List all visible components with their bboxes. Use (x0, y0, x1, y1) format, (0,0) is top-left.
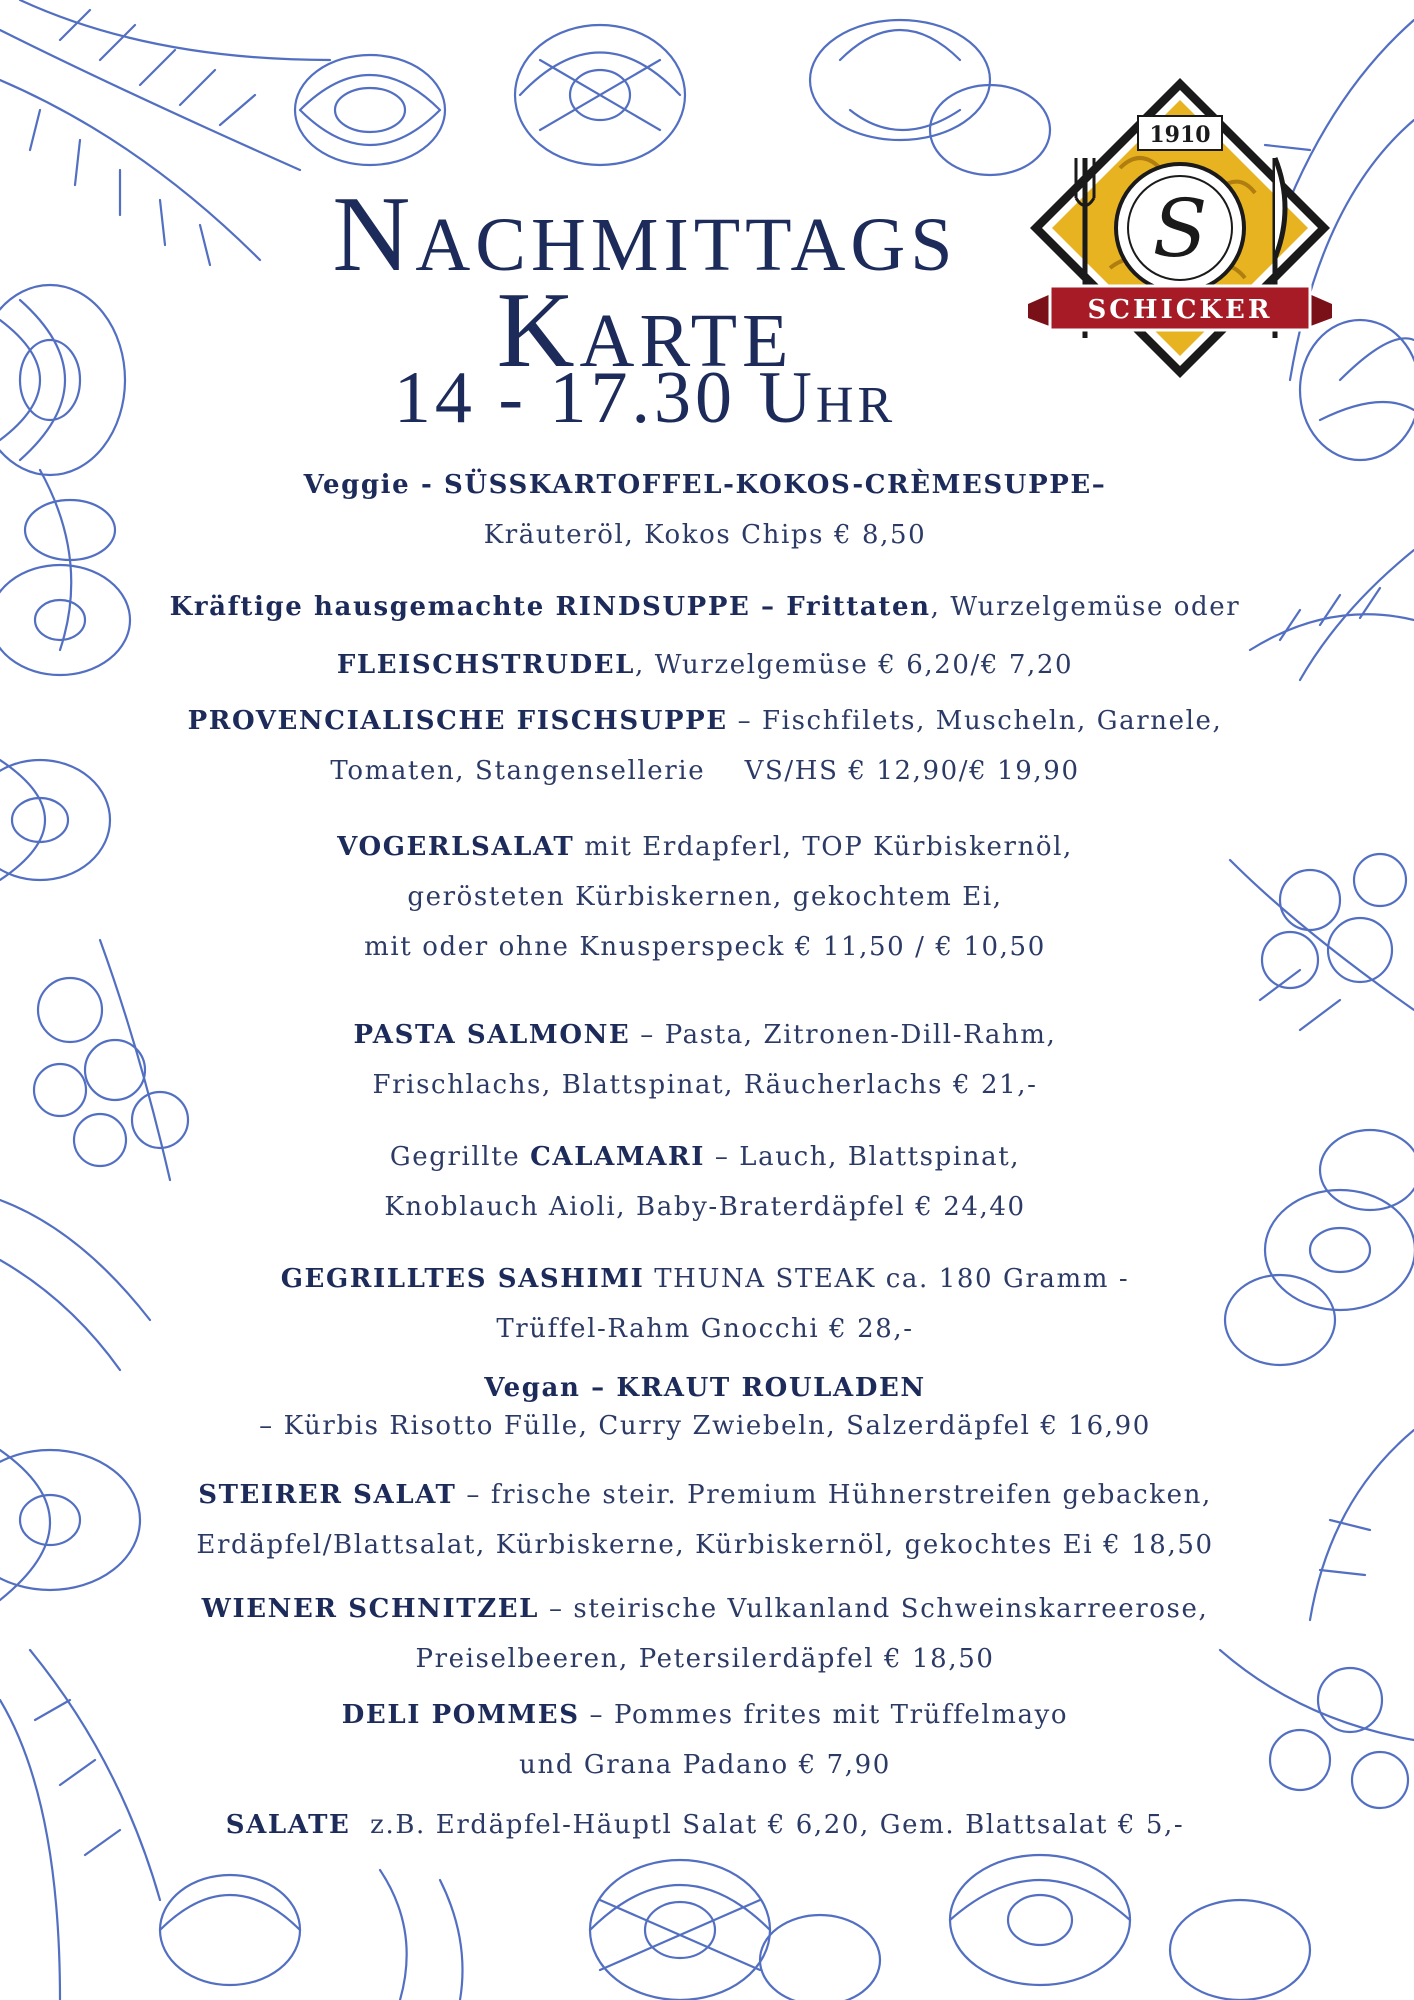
schicker-logo (1020, 68, 1340, 388)
menu-item-line (150, 1470, 1260, 1520)
dish-name: FLEISCHSTRUDEL (336, 650, 636, 680)
menu-item-deli-pommes (150, 1690, 1260, 1790)
menu-item-sashimi (150, 1254, 1260, 1354)
dish-description: – Kürbis Risotto Fülle, Curry Zwiebeln, Salzerdäpfel € 16,90 (259, 1411, 1151, 1441)
menu-item-line (150, 922, 1260, 972)
menu-item-line (150, 696, 1260, 746)
menu-item-line (150, 460, 1260, 510)
dish-name: Veggie - SÜSSKARTOFFEL-KOKOS-CRÈMESUPPE– (303, 470, 1107, 500)
dish-name: SALATE (225, 1810, 351, 1840)
menu-item-line (150, 1370, 1260, 1406)
dish-description: Erdäpfel/Blattsalat, Kürbiskerne, Kürbiskernöl, gekochtes Ei € 18,50 (196, 1530, 1214, 1560)
menu-item-line (150, 1406, 1260, 1446)
menu-title-line1: Nachmittags (332, 175, 958, 294)
dish-name: DELI POMMES (341, 1700, 580, 1730)
menu-item-line (150, 510, 1260, 560)
dish-description: – Fischfilets, Muscheln, Garnele, (727, 706, 1223, 736)
menu-title-line2: Karte (496, 271, 794, 390)
menu-item-wiener-schnitzel (150, 1584, 1260, 1684)
logo-name: SCHICKER (1087, 295, 1273, 325)
dish-name: CALAMARI (530, 1142, 705, 1172)
dish-description: Tomaten, Stangensellerie VS/HS € 12,90/€ 19,90 (330, 756, 1080, 786)
menu-item-line (150, 1060, 1260, 1110)
dish-description: z.B. Erdäpfel-Häuptl Salat € 6,20, Gem. Blattsalat € 5,- (350, 1810, 1185, 1840)
menu-item-kraut-rouladen (150, 1370, 1260, 1446)
dish-description: Gegrillte (389, 1142, 531, 1172)
menu-item-fischsuppe (150, 696, 1260, 796)
dish-name: VOGERLSALAT (337, 832, 575, 862)
dish-description: Frischlachs, Blattspinat, Räucherlachs € 21,- (372, 1070, 1038, 1100)
dish-name: WIENER SCHNITZEL (201, 1594, 540, 1624)
logo-monogram: S (1152, 182, 1208, 275)
dish-description: – steirische Vulkanland Schweinskarreerose, (539, 1594, 1209, 1624)
menu-item-line (150, 1132, 1260, 1182)
menu-item-line (150, 1634, 1260, 1684)
dish-description: Preiselbeeren, Petersilerdäpfel € 18,50 (415, 1644, 995, 1674)
menu-item-line (150, 1520, 1260, 1570)
menu-item-vogerlsalat (150, 822, 1260, 972)
dish-name: STEIRER SALAT (198, 1480, 457, 1510)
dish-description: Trüffel-Rahm Gnocchi € 28,- (496, 1314, 914, 1344)
menu-item-line (150, 746, 1260, 796)
menu-item-rindsuppe (150, 578, 1260, 694)
dish-name: PROVENCIALISCHE FISCHSUPPE (187, 706, 728, 736)
menu-item-line (150, 1740, 1260, 1790)
menu-item-line (150, 1182, 1260, 1232)
menu-item-line (150, 578, 1260, 636)
dish-description: und Grana Padano € 7,90 (519, 1750, 891, 1780)
dish-description: – frische steir. Premium Hühnerstreifen gebacken, (456, 1480, 1212, 1510)
dish-description: , Wurzelgemüse oder (930, 592, 1241, 622)
menu-item-line (150, 1800, 1260, 1850)
menu-item-line (150, 1690, 1260, 1740)
dish-description: – Lauch, Blattspinat, (704, 1142, 1021, 1172)
menu-item-veggie-soup (150, 460, 1260, 560)
menu-item-calamari (150, 1132, 1260, 1232)
menu-item-line (150, 822, 1260, 872)
dish-name: Vegan – KRAUT ROULADEN (484, 1373, 926, 1403)
dish-description: Kräuteröl, Kokos Chips € 8,50 (483, 520, 927, 550)
menu-item-line (150, 1584, 1260, 1634)
dish-description: – Pommes frites mit Trüffelmayo (579, 1700, 1069, 1730)
menu-item-line (150, 636, 1260, 694)
dish-description: THUNA STEAK ca. 180 Gramm - (644, 1264, 1130, 1294)
menu-item-salate (150, 1800, 1260, 1850)
menu-item-pasta-salmone (150, 1010, 1260, 1110)
logo-year: 1910 (1149, 122, 1211, 148)
dish-description: mit oder ohne Knusperspeck € 11,50 / € 10,50 (364, 932, 1046, 962)
dish-description: – Pasta, Zitronen-Dill-Rahm, (630, 1020, 1057, 1050)
menu-item-line (150, 1010, 1260, 1060)
dish-name: Kräftige hausgemachte RINDSUPPE – Frittaten (169, 592, 931, 622)
menu-item-steirer-salat (150, 1470, 1260, 1570)
dish-name: GEGRILLTES SASHIMI (280, 1264, 645, 1294)
dish-description: , Wurzelgemüse € 6,20/€ 7,20 (635, 650, 1074, 680)
menu-item-line (150, 1304, 1260, 1354)
dish-description: mit Erdapferl, TOP Kürbiskernöl, (574, 832, 1073, 862)
menu-item-line (150, 1254, 1260, 1304)
dish-description: gerösteten Kürbiskernen, gekochtem Ei, (407, 882, 1003, 912)
menu-hours: 14 - 17.30 Uhr (393, 357, 897, 439)
menu-item-line (150, 872, 1260, 922)
dish-name: PASTA SALMONE (353, 1020, 631, 1050)
dish-description: Knoblauch Aioli, Baby-Braterdäpfel € 24,40 (384, 1192, 1026, 1222)
